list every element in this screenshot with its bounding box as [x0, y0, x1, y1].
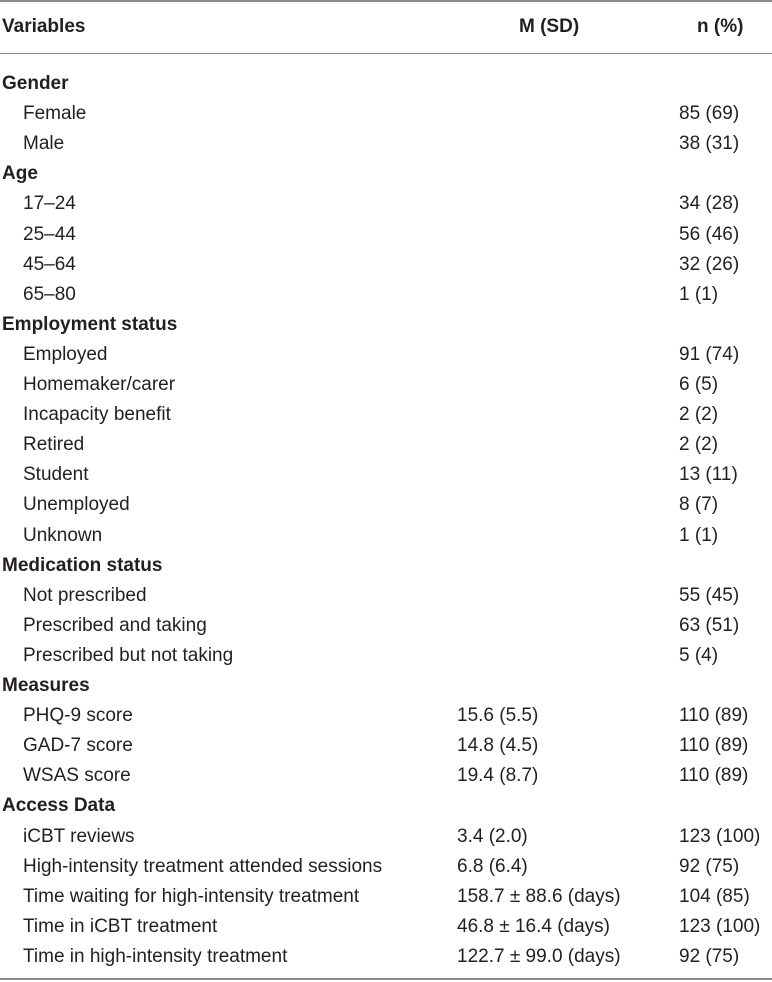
variable-label: 17–24	[23, 193, 76, 214]
m-sd-value: 122.7 ± 99.0 (days)	[457, 946, 621, 967]
variable-label: Time in high-intensity treatment	[23, 946, 288, 967]
m-sd-value: 15.6 (5.5)	[457, 705, 539, 726]
m-sd-value: 6.8 (6.4)	[457, 856, 528, 877]
table-row	[0, 129, 772, 159]
section-row	[0, 159, 772, 189]
n-pct-value: 123 (100)	[679, 916, 761, 937]
n-pct-value: 1 (1)	[679, 525, 719, 546]
m-sd-value: 19.4 (8.7)	[457, 765, 539, 786]
variable-label: Prescribed but not taking	[23, 645, 234, 666]
variable-label: Time in iCBT treatment	[23, 916, 218, 937]
table-row	[0, 641, 772, 671]
table-row	[0, 430, 772, 460]
n-pct-value: 56 (46)	[679, 224, 740, 245]
table-row	[0, 611, 772, 641]
n-pct-value: 110 (89)	[679, 705, 749, 726]
table-row	[0, 882, 772, 912]
table-row	[0, 912, 772, 942]
variable-label: Student	[23, 464, 89, 485]
section-row	[0, 310, 772, 340]
n-pct-value: 91 (74)	[679, 344, 740, 365]
variable-label: Male	[23, 133, 65, 154]
n-pct-value: 5 (4)	[679, 645, 719, 666]
variable-label: Prescribed and taking	[23, 615, 207, 636]
m-sd-value: 158.7 ± 88.6 (days)	[457, 886, 621, 907]
table-row	[0, 581, 772, 611]
variable-label: Employed	[23, 344, 108, 365]
n-pct-value: 32 (26)	[679, 254, 740, 275]
n-pct-value: 110 (89)	[679, 765, 749, 786]
n-pct-value: 55 (45)	[679, 585, 740, 606]
table-row	[0, 731, 772, 761]
n-pct-value: 38 (31)	[679, 133, 740, 154]
table-row	[0, 340, 772, 370]
n-pct-value: 92 (75)	[679, 856, 740, 877]
variable-label: High-intensity treatment attended sessions	[23, 856, 383, 877]
variable-label: PHQ-9 score	[23, 705, 133, 726]
table-row	[0, 761, 772, 791]
n-pct-value: 2 (2)	[679, 404, 719, 425]
variable-label: Homemaker/carer	[23, 374, 176, 395]
section-label: Medication status	[2, 555, 163, 576]
table-row	[0, 460, 772, 490]
section-label: Gender	[2, 73, 69, 94]
header-variables: Variables	[2, 16, 86, 37]
variable-label: Retired	[23, 434, 85, 455]
n-pct-value: 8 (7)	[679, 494, 719, 515]
table-row	[0, 189, 772, 219]
n-pct-value: 85 (69)	[679, 103, 740, 124]
table-row	[0, 942, 772, 972]
table-row	[0, 521, 772, 551]
variable-label: 25–44	[23, 224, 76, 245]
table-row	[0, 280, 772, 310]
variable-label: iCBT reviews	[23, 826, 135, 847]
variable-label: Not prescribed	[23, 585, 147, 606]
n-pct-value: 63 (51)	[679, 615, 740, 636]
variable-label: Time waiting for high-intensity treatment	[23, 886, 360, 907]
n-pct-value: 1 (1)	[679, 284, 719, 305]
table-row	[0, 400, 772, 430]
n-pct-value: 6 (5)	[679, 374, 719, 395]
variable-label: Unknown	[23, 525, 103, 546]
m-sd-value: 14.8 (4.5)	[457, 735, 539, 756]
variable-label: Incapacity benefit	[23, 404, 171, 425]
variable-label: 45–64	[23, 254, 76, 275]
n-pct-value: 92 (75)	[679, 946, 740, 967]
table-row	[0, 220, 772, 250]
table-row	[0, 490, 772, 520]
table-row	[0, 701, 772, 731]
header-n-pct: n (%)	[697, 16, 744, 37]
n-pct-value: 34 (28)	[679, 193, 740, 214]
section-label: Measures	[2, 675, 90, 696]
m-sd-value: 46.8 ± 16.4 (days)	[457, 916, 611, 937]
section-row	[0, 551, 772, 581]
section-row	[0, 791, 772, 821]
table-row	[0, 250, 772, 280]
table-row	[0, 852, 772, 882]
n-pct-value: 123 (100)	[679, 826, 761, 847]
section-row	[0, 69, 772, 99]
table-row	[0, 99, 772, 129]
m-sd-value: 3.4 (2.0)	[457, 826, 528, 847]
variable-label: GAD-7 score	[23, 735, 133, 756]
n-pct-value: 110 (89)	[679, 735, 749, 756]
variable-label: WSAS score	[23, 765, 131, 786]
header-m-sd: M (SD)	[519, 16, 580, 37]
n-pct-value: 2 (2)	[679, 434, 719, 455]
table-top-rule	[0, 0, 772, 2]
variable-label: Unemployed	[23, 494, 130, 515]
n-pct-value: 13 (11)	[679, 464, 738, 485]
section-label: Age	[2, 163, 38, 184]
table-bottom-rule	[0, 978, 772, 980]
variable-label: 65–80	[23, 284, 76, 305]
section-label: Access Data	[2, 795, 116, 816]
table-row	[0, 822, 772, 852]
table-row	[0, 370, 772, 400]
header-rule	[0, 53, 772, 54]
n-pct-value: 104 (85)	[679, 886, 750, 907]
section-row	[0, 671, 772, 701]
section-label: Employment status	[2, 314, 178, 335]
variable-label: Female	[23, 103, 87, 124]
